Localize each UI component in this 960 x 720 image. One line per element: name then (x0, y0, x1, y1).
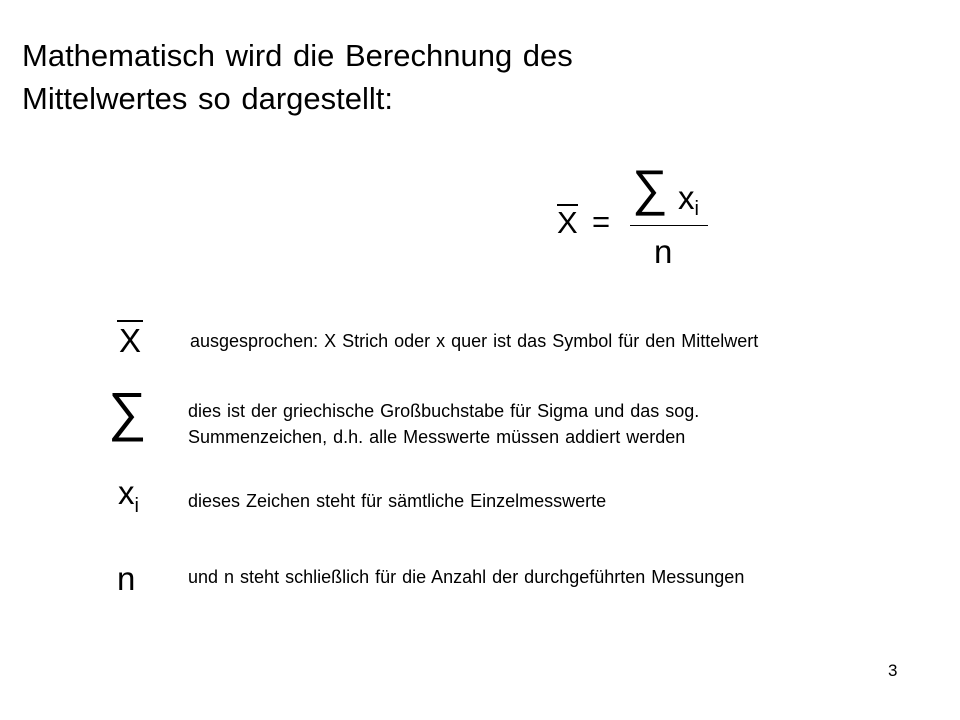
legend-desc-mean (190, 328, 758, 354)
formula-equals: = (592, 204, 611, 239)
legend-symbol-xi-var: x (118, 474, 135, 511)
fraction-bar (630, 225, 708, 226)
title-line-1: Mathematisch wird die Berechnung des (22, 38, 573, 73)
legend-symbol-xi-sub: i (134, 495, 139, 517)
legend-desc-line: dieses Zeichen steht für sämtliche Einzelmesswerte (188, 491, 607, 511)
legend-desc-line: ausgesprochen: X Strich oder x quer ist das Symbol für den Mittelwert (190, 331, 759, 351)
title-line-2: Mittelwertes so dargestellt: (22, 81, 393, 116)
page-number: 3 (888, 661, 898, 680)
legend-desc-sum (188, 398, 699, 450)
legend-desc-n (188, 564, 744, 590)
legend-symbol-xi (118, 474, 139, 525)
formula-sum-symbol: ∑ (632, 160, 668, 216)
formula-mean-symbol: X (557, 205, 578, 240)
formula-numerator-sub: i (694, 198, 699, 220)
formula-numerator (678, 180, 699, 227)
mean-formula (0, 0, 960, 300)
legend-desc-line: und n steht schließlich für die Anzahl der durchgeführten Messungen (188, 567, 745, 587)
legend-symbol-n: n (117, 560, 136, 597)
legend-symbol-mean: X (119, 322, 142, 359)
legend-desc-line: dies ist der griechische Großbuchstabe für Sigma und das sog. (188, 401, 700, 421)
legend-desc-xi (188, 488, 606, 514)
legend-symbol-sum: ∑ (108, 382, 147, 442)
formula-numerator-var: x (678, 179, 695, 216)
legend-desc-line: Summenzeichen, d.h. alle Messwerte müssen addiert werden (188, 427, 686, 447)
formula-denominator: n (654, 233, 673, 270)
